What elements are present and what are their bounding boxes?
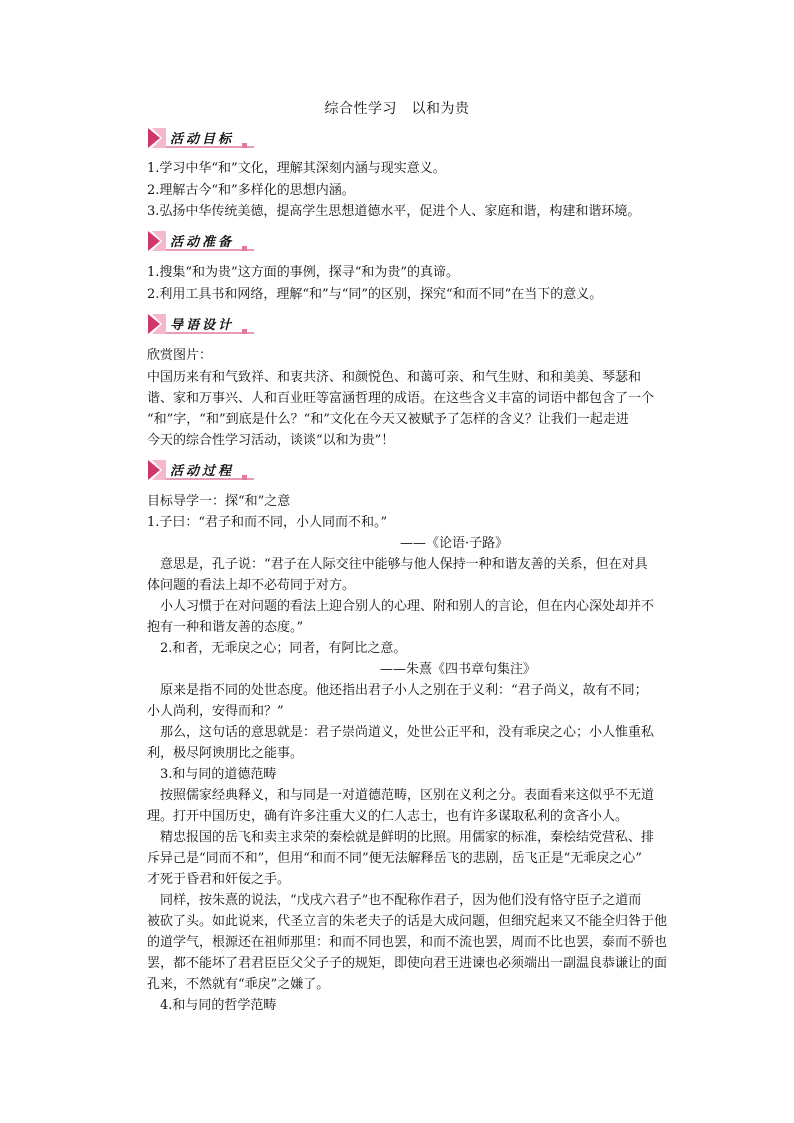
body-line: 才死于昏君和奸佞之手。 bbox=[147, 872, 291, 887]
section-title-process: 活动过程 bbox=[170, 464, 235, 479]
quote-source: ——朱熹《四书章句集注》 bbox=[380, 662, 537, 677]
body-line: 原来是指不同的处世态度。他还指出君子小人之别在于义利：“君子尚义，故有不同； bbox=[160, 683, 648, 698]
process-subheading: 目标导学一：探“和”之意 bbox=[147, 494, 291, 509]
process-subheading: 3.和与同的道德范畴 bbox=[160, 767, 277, 782]
body-line: 意思是，孔子说：“君子在人际交往中能够与他人保持一种和谐友善的关系，但在对具 bbox=[160, 557, 648, 572]
body-line: 抱有一种和谐友善的态度。” bbox=[147, 620, 304, 635]
page-title: 综合性学习 以和为贵 bbox=[324, 101, 470, 117]
body-line: 被砍了头。如此说来，代圣立言的朱老夫子的话是大成问题，但细究起来又不能全归咎于他 bbox=[147, 914, 668, 929]
section-banner-prep bbox=[146, 229, 256, 251]
body-line: 斥异己是“同而不和”，但用“和而不同”便无法解释岳飞的悲剧，岳飞正是“无乖戾之心” bbox=[147, 851, 642, 866]
goal-line: 3.弘扬中华传统美德，提高学生思想道德水平，促进个人、家庭和谐，构建和谐环境。 bbox=[147, 204, 641, 219]
prep-line: 2.利用工具书和网络，理解“和”与“同”的区别，探究“和而不同”在当下的意义。 bbox=[147, 287, 603, 302]
intro-line: 中国历来有和气致祥、和衷共济、和颜悦色、和蔼可亲、和气生财、和和美美、琴瑟和 bbox=[147, 370, 642, 385]
body-line: 孔来，不然就有“乖戾”之嫌了。 bbox=[147, 977, 330, 992]
intro-line: 谐、家和万事兴、人和百业旺等富涵哲理的成语。在这些含义丰富的词语中都包含了一个 bbox=[147, 391, 655, 406]
body-line: 理。打开中国历史，确有许多注重大义的仁人志士，也有许多谋取私利的贪吝小人。 bbox=[147, 809, 629, 824]
body-line: 小人尚利，安得而和？” bbox=[147, 704, 284, 719]
intro-line: “和”字，“和”到底是什么？“和”文化在今天又被赋予了怎样的含义？让我们一起走进 bbox=[147, 412, 629, 427]
section-title-goals: 活动目标 bbox=[170, 132, 235, 147]
section-banner-intro bbox=[146, 312, 256, 334]
body-line: 同样，按朱熹的说法，“戊戌六君子”也不配称作君子，因为他们没有恪守臣子之道而 bbox=[160, 893, 642, 908]
section-banner-process bbox=[146, 458, 256, 480]
quote-source: ——《论语·子路》 bbox=[400, 536, 509, 551]
intro-line: 欣赏图片： bbox=[147, 348, 213, 363]
body-line: 精忠报国的岳飞和卖主求荣的秦桧就是鲜明的比照。用儒家的标准，秦桧结党营私、排 bbox=[160, 830, 655, 845]
body-line: 利，极尽阿谀朋比之能事。 bbox=[147, 746, 304, 761]
body-line: 体问题的看法上却不必苟同于对方。 bbox=[147, 578, 356, 593]
body-line: 的道学气，根源还在祖师那里：和而不同也罢，和而不流也罢，周而不比也罢，泰而不骄也 bbox=[147, 935, 668, 950]
intro-line: 今天的综合性学习活动，谈谈“以和为贵”！ bbox=[147, 433, 395, 448]
section-banner-goals bbox=[146, 126, 256, 148]
process-subheading: 4.和与同的哲学范畴 bbox=[160, 998, 277, 1013]
body-line: 按照儒家经典释义，和与同是一对道德范畴，区别在义利之分。表面看来这似乎不无道 bbox=[160, 788, 655, 803]
goal-line: 2.理解古今“和”多样化的思想内涵。 bbox=[147, 183, 355, 198]
section-title-prep: 活动准备 bbox=[170, 235, 235, 250]
prep-line: 1.搜集“和为贵”这方面的事例，探寻“和为贵”的真谛。 bbox=[147, 265, 459, 280]
goal-line: 1.学习中华“和”文化，理解其深刻内涵与现实意义。 bbox=[147, 161, 446, 176]
body-line: 小人习惯于在对问题的看法上迎合别人的心理、附和别人的言论，但在内心深处却并不 bbox=[160, 599, 655, 614]
quote-line: 1.子曰：“君子和而不同，小人同而不和。” bbox=[147, 515, 388, 530]
section-title-intro: 导语设计 bbox=[170, 318, 235, 333]
body-line: 那么，这句话的意思就是：君子崇尚道义，处世公正平和，没有乖戾之心；小人惟重私 bbox=[160, 725, 655, 740]
body-line: 罢，都不能坏了君君臣臣父父子子的规矩，即使向君王进谏也必须端出一副温良恭谦让的面 bbox=[147, 956, 668, 971]
quote-line: 2.和者，无乖戾之心；同者，有阿比之意。 bbox=[160, 641, 407, 656]
